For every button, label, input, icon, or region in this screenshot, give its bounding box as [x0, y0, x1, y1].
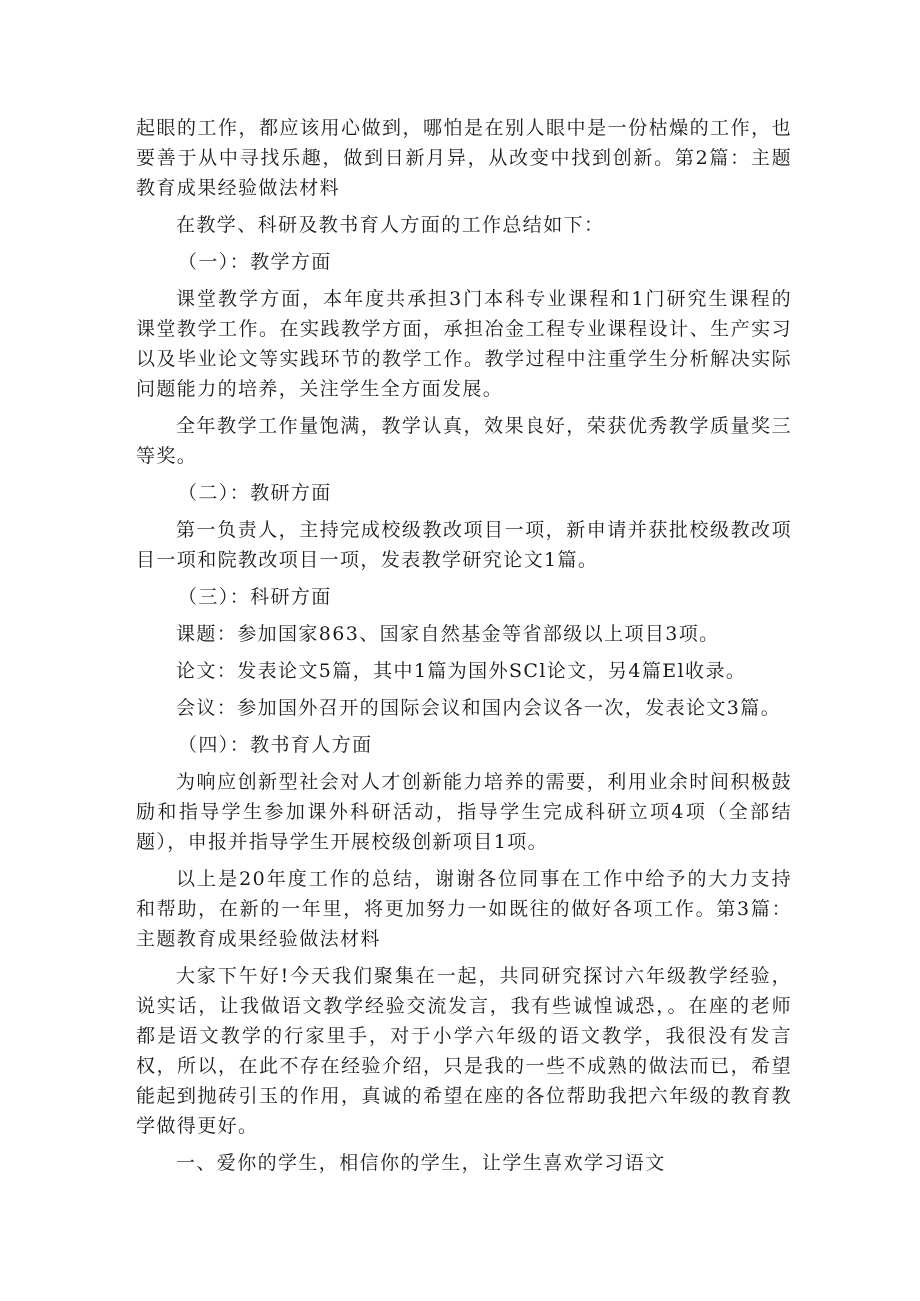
paragraph-teaching-research: 第一负责人，主持完成校级教改项目一项，新申请并获批校级教改项目一项和院教改项目一项，发表教学研究论文1篇。 — [136, 519, 792, 571]
paragraph-conferences: 会议：参加国外召开的国际会议和国内会议各一次，发表论文3篇。 — [176, 697, 782, 719]
paragraph-education: 为响应创新型社会对人才创新能力培养的需要，利用业余时间积极鼓励和指导学生参加课外科研活动，指导学生完成科研立项4项（全部结题），申报并指导学生开展校级创新项目1项。 — [136, 771, 792, 853]
document-body — [136, 113, 792, 1185]
paragraph-projects: 课题：参加国家863、国家自然基金等省部级以上项目3项。 — [176, 623, 720, 645]
paragraph-summary: 以上是20年度工作的总结，谢谢各位同事在工作中给予的大力支持和帮助，在新的一年里，将更加努力一如既往的做好各项工作。第3篇：主题教育成果经验做法材料 — [136, 868, 792, 950]
paragraph-papers: 论文：发表论文5篇，其中1篇为国外SCl论文，另4篇El收录。 — [176, 660, 747, 682]
paragraph-continuation: 起眼的工作，都应该用心做到，哪怕是在别人眼中是一份枯燥的工作，也要善于从中寻找乐趣，做到日新月异，从改变中找到创新。第2篇：主题教育成果经验做法材料 — [136, 117, 792, 199]
paragraph-intro: 在教学、科研及教书育人方面的工作总结如下： — [176, 214, 605, 236]
section-heading-research: （三）：科研方面 — [178, 586, 332, 608]
paragraph-point-one: 一、爱你的学生，相信你的学生，让学生喜欢学习语文 — [176, 1152, 666, 1174]
section-heading-teaching: （一）：教学方面 — [178, 251, 332, 273]
paragraph-teaching: 课堂教学方面，本年度共承担3门本科专业课程和1门研究生课程的课堂教学工作。在实践教学方面，承担冶金工程专业课程设计、生产实习以及毕业论文等实践环节的教学工作。教学过程中注重学生分析解决实际问题能力的培养，关注学生全方面发展。 — [136, 288, 792, 400]
paragraph-teaching-award: 全年教学工作量饱满，教学认真，效果良好，荣获优秀教学质量奖三等奖。 — [136, 415, 792, 467]
section-heading-teaching-research: （二）：教研方面 — [178, 482, 332, 504]
paragraph-speech: 大家下午好!今天我们聚集在一起，共同研究探讨六年级教学经验，说实话，让我做语文教学经验交流发言，我有些诚惶诚恐，。在座的老师都是语文教学的行家里手，对于小学六年级的语文教学，我很没有发言权，所以，在此不存在经验介绍，只是我的一些不成熟的做法而已，希望能起到抛砖引玉的作用，真诚的希望在座的各位帮助我把六年级的教育教学做得更好。 — [136, 965, 792, 1137]
section-heading-education: （四）：教书育人方面 — [178, 734, 373, 756]
